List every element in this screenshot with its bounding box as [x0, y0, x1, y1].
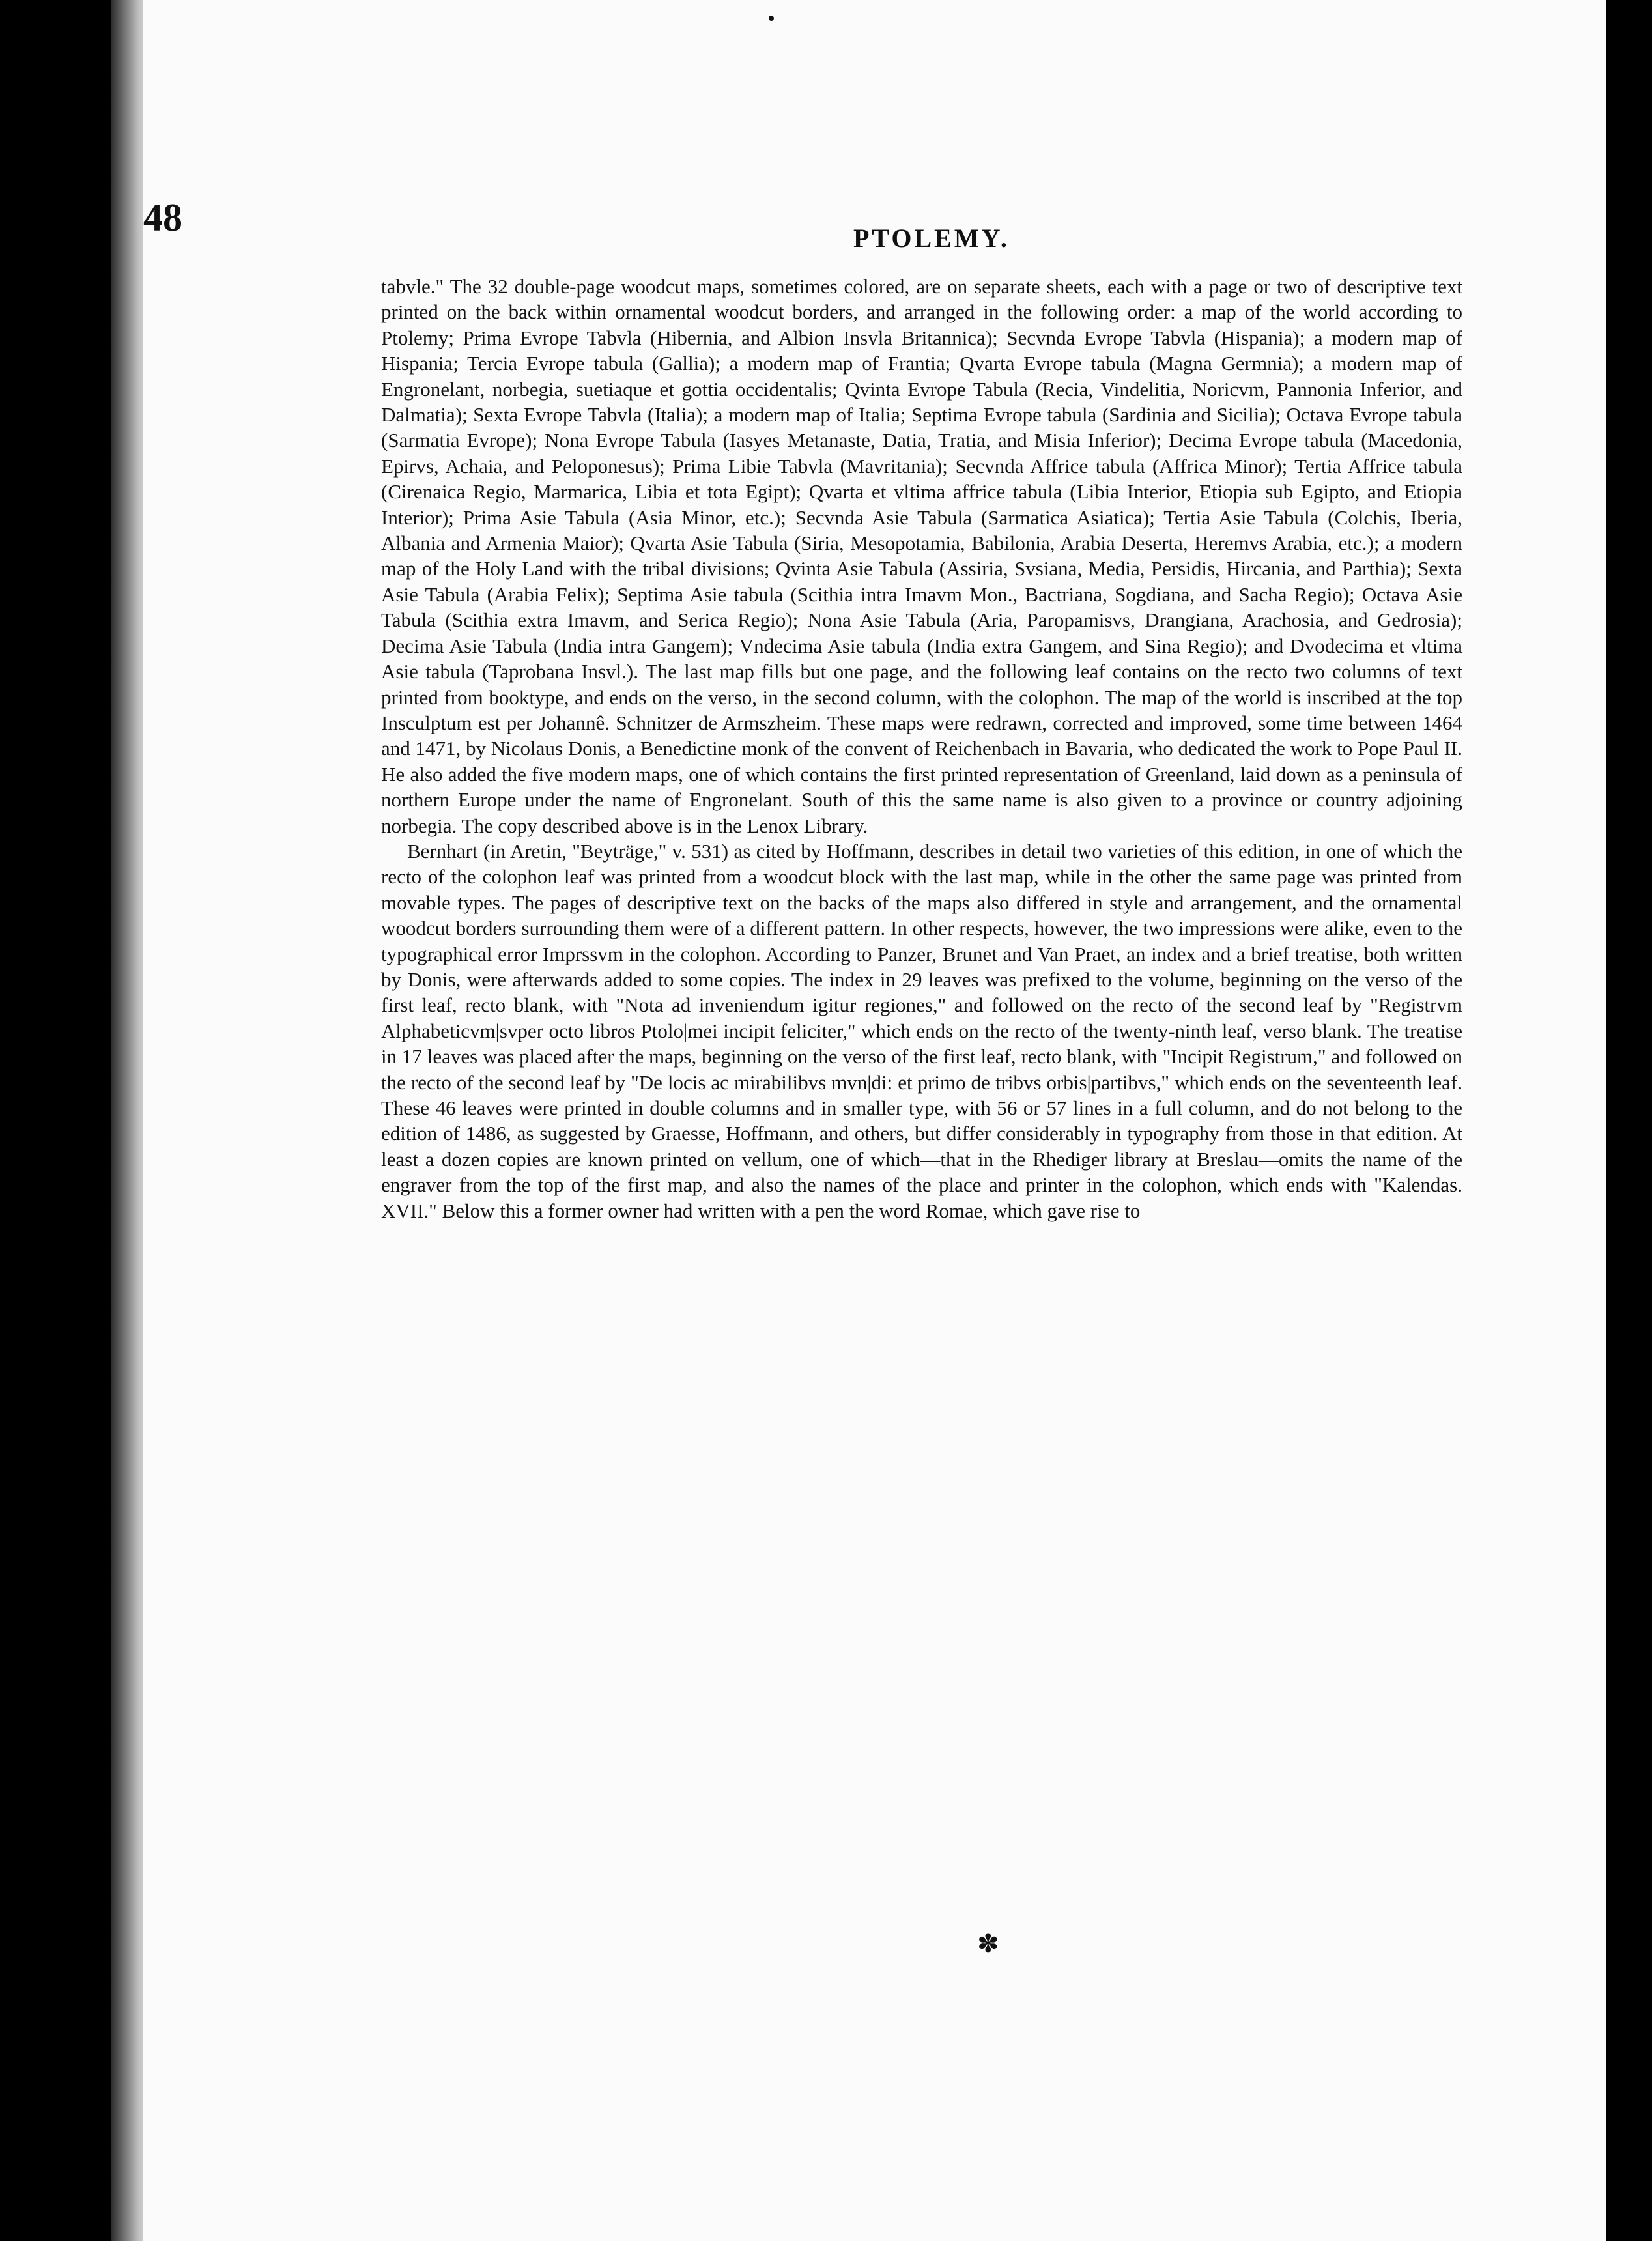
paragraph: Bernhart (in Aretin, "Beyträge," v. 531) as cited by Hoffmann, describes in detail two varieties of this edition, in one of which the recto of the colophon leaf was printed from a woodcut block with the last map, while in the other the same page was printed from movable types. The pages of descriptive text on the backs of the maps also differed in style and arrangement, and the ornamental woodcut borders surrounding them were of a different pattern. In other respects, however, the two impressions were alike, even to the typographical error Imprssvm in the colophon. According to Panzer, Brunet and Van Praet, an index and a brief treatise, both written by Donis, were afterwards added to some copies. The index in 29 leaves was prefixed to the volume, beginning on the verso of the first leaf, recto blank, with "Nota ad inveniendum igitur regiones," and followed on the recto of the second leaf by "Registrvm Alphabeticvm|svper octo libros Ptolo|mei incipit feliciter," which ends on the recto of the twenty-ninth leaf, verso blank. The treatise in 17 leaves was placed after the maps, beginning on the verso of the first leaf, recto blank, with "Incipit Registrum," and followed on the recto of the second leaf by "De locis ac mirabilibvs mvn|di: et primo de tribvs orbis|partibvs," which ends on the seventeenth leaf. These 46 leaves were printed in double columns and in smaller type, with 56 or 57 lines in a full column, and do not belong to the edition of 1486, as suggested by Graesse, Hoffmann, and others, but differ considerably in typography from those in that edition. At least a dozen copies are known printed on vellum, one of which—that in the Rhediger library at Breslau—omits the name of the engraver from the top of the first map, and also the names of the place and printer in the colophon, which ends with "Kalendas. XVII." Below this a former owner had written with a pen the word Romae, which gave rise to — [381, 839, 1462, 1222]
printer-ornament: ✽ — [977, 1929, 999, 1958]
scan-border-left — [0, 0, 111, 2241]
scan-border-right — [1606, 0, 1652, 2241]
page-title: PTOLEMY. — [853, 223, 1010, 253]
paragraph: tabvle." The 32 double-page woodcut maps, sometimes colored, are on separate sheets, each with a page or two of descriptive text printed on the back within ornamental woodcut borders, and arranged in the following order: a map of the world according to Ptolemy; Prima Evrope Tabvla (Hibernia, and Albion Insvla Britannica); Secvnda Evrope Tabvla (Hispania); a modern map of Hispania; Tercia Evrope tabula (Gallia); a modern map of Frantia; Qvarta Evrope tabula (Magna Germnia); a modern map of Engronelant, norbegia, suetiaque et gottia occidentalis; Qvinta Evrope Tabula (Recia, Vindelitia, Noricvm, Pannonia Inferior, and Dalmatia); Sexta Evrope Tabvla (Italia); a modern map of Italia; Septima Evrope tabula (Sardinia and Sicilia); Octava Evrope tabula (Sarmatia Evrope); Nona Evrope Tabula (Iasyes Metanaste, Datia, Tratia, and Misia Inferior); Decima Evrope tabula (Macedonia, Epirvs, Achaia, and Peloponesus); Prima Libie Tabvla (Mavritania); Secvnda Affrice tabula (Affrica Minor); Tertia Affrice tabula (Cirenaica Regio, Marmarica, Libia et tota Egipt); Qvarta et vltima affrice tabula (Libia Interior, Etiopia sub Egipto, and Etiopia Interior); Prima Asie Tabula (Asia Minor, etc.); Secvnda Asie Tabula (Sarmatica Asiatica); Tertia Asie Tabula (Colchis, Iberia, Albania and Armenia Maior); Qvarta Asie Tabula (Siria, Mesopotamia, Babilonia, Arabia Deserta, Heremvs Arabia, etc.); a modern map of the Holy Land with the tribal divisions; Qvinta Asie Tabula (Assiria, Svsiana, Media, Persidis, Hircania, and Parthia); Sexta Asie Tabula (Arabia Felix); Septima Asie tabula (Scithia intra Imavm Mon., Bactriana, Sogdiana, and Sacha Regio); Octava Asie Tabula (Scithia extra Imavm, and Serica Regio); Nona Asie Tabula (Aria, Paropamisvs, Drangiana, Arachosia, and Gedrosia); Decima Asie Tabula (India intra Gangem); Vndecima Asie tabula (India extra Gangem, and Sina Regio); and Dvodecima et vltima Asie tabula (Taprobana Insvl.). The last map fills but one page, and the following leaf contains on the recto two columns of text printed from booktype, and ends on the verso, in the second column, with the colophon. The map of the world is inscribed at the top Insculptum est per Johannê. Schnitzer de Armszheim. These maps were redrawn, corrected and improved, some time between 1464 and 1471, by Nicolaus Donis, a Benedictine monk of the convent of Reichenbach in Bavaria, who dedicated the work to Pope Paul II. He also added the five modern maps, one of which contains the first printed representation of Greenland, laid down as a peninsula of northern Europe under the name of Engronelant. South of this the same name is also given to a province or country adjoining norbegia. The copy described above is in the Lenox Library. — [381, 275, 1462, 837]
scan-speck — [769, 16, 774, 21]
page-number: 48 — [143, 196, 182, 239]
body-text — [381, 274, 1462, 1223]
